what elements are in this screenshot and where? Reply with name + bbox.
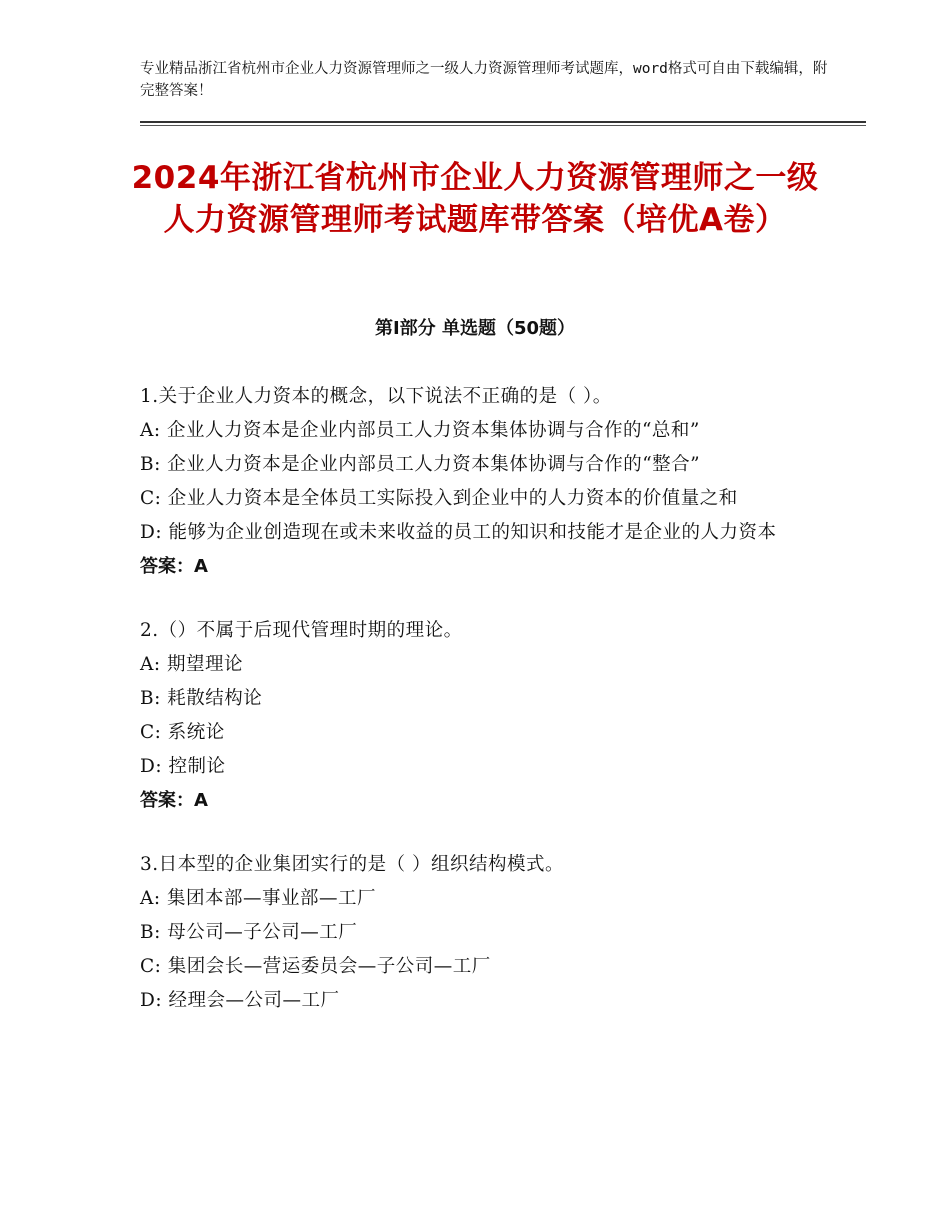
option-b: B: 母公司—子公司—工厂 (140, 922, 358, 943)
question-stem: 3.日本型的企业集团实行的是（ ）组织结构模式。 (140, 854, 565, 875)
question-3 (140, 848, 810, 1018)
option-c: C: 系统论 (140, 722, 225, 743)
option-c: C: 企业人力资本是全体员工实际投入到企业中的人力资本的价值量之和 (140, 488, 738, 509)
answer-line: 答案：A (140, 790, 208, 811)
option-b: B: 耗散结构论 (140, 688, 263, 709)
option-d: D: 经理会—公司—工厂 (140, 990, 340, 1011)
question-1 (140, 380, 810, 584)
option-c: C: 集团会长—营运委员会—子公司—工厂 (140, 956, 491, 977)
option-d: D: 能够为企业创造现在或未来收益的员工的知识和技能才是企业的人力资本 (140, 522, 777, 543)
section-title: 第Ⅰ部分 单选题（50题） (374, 318, 575, 339)
option-a: A: 集团本部—事业部—工厂 (140, 888, 376, 909)
question-2 (140, 614, 810, 818)
option-a: A: 期望理论 (140, 654, 243, 675)
option-b: B: 企业人力资本是企业内部员工人力资本集体协调与合作的“整合” (140, 454, 701, 475)
answer-line: 答案：A (140, 556, 208, 577)
header-rule-thin (140, 125, 866, 126)
document-title: 2024年浙江省杭州市企业人力资源管理师之一级人力资源管理师考试题库带答案（培优A卷） (131, 160, 819, 238)
question-list (140, 380, 810, 1048)
header-note: 专业精品浙江省杭州市企业人力资源管理师之一级人力资源管理师考试题库，word格式可自由下载编辑，附完整答案！ (140, 61, 828, 99)
question-stem: 2.（）不属于后现代管理时期的理论。 (140, 620, 463, 641)
option-d: D: 控制论 (140, 756, 226, 777)
header-rule-thick (140, 121, 866, 123)
option-a: A: 企业人力资本是企业内部员工人力资本集体协调与合作的“总和” (140, 420, 700, 441)
question-stem: 1.关于企业人力资本的概念，以下说法不正确的是（ ）。 (140, 386, 612, 407)
